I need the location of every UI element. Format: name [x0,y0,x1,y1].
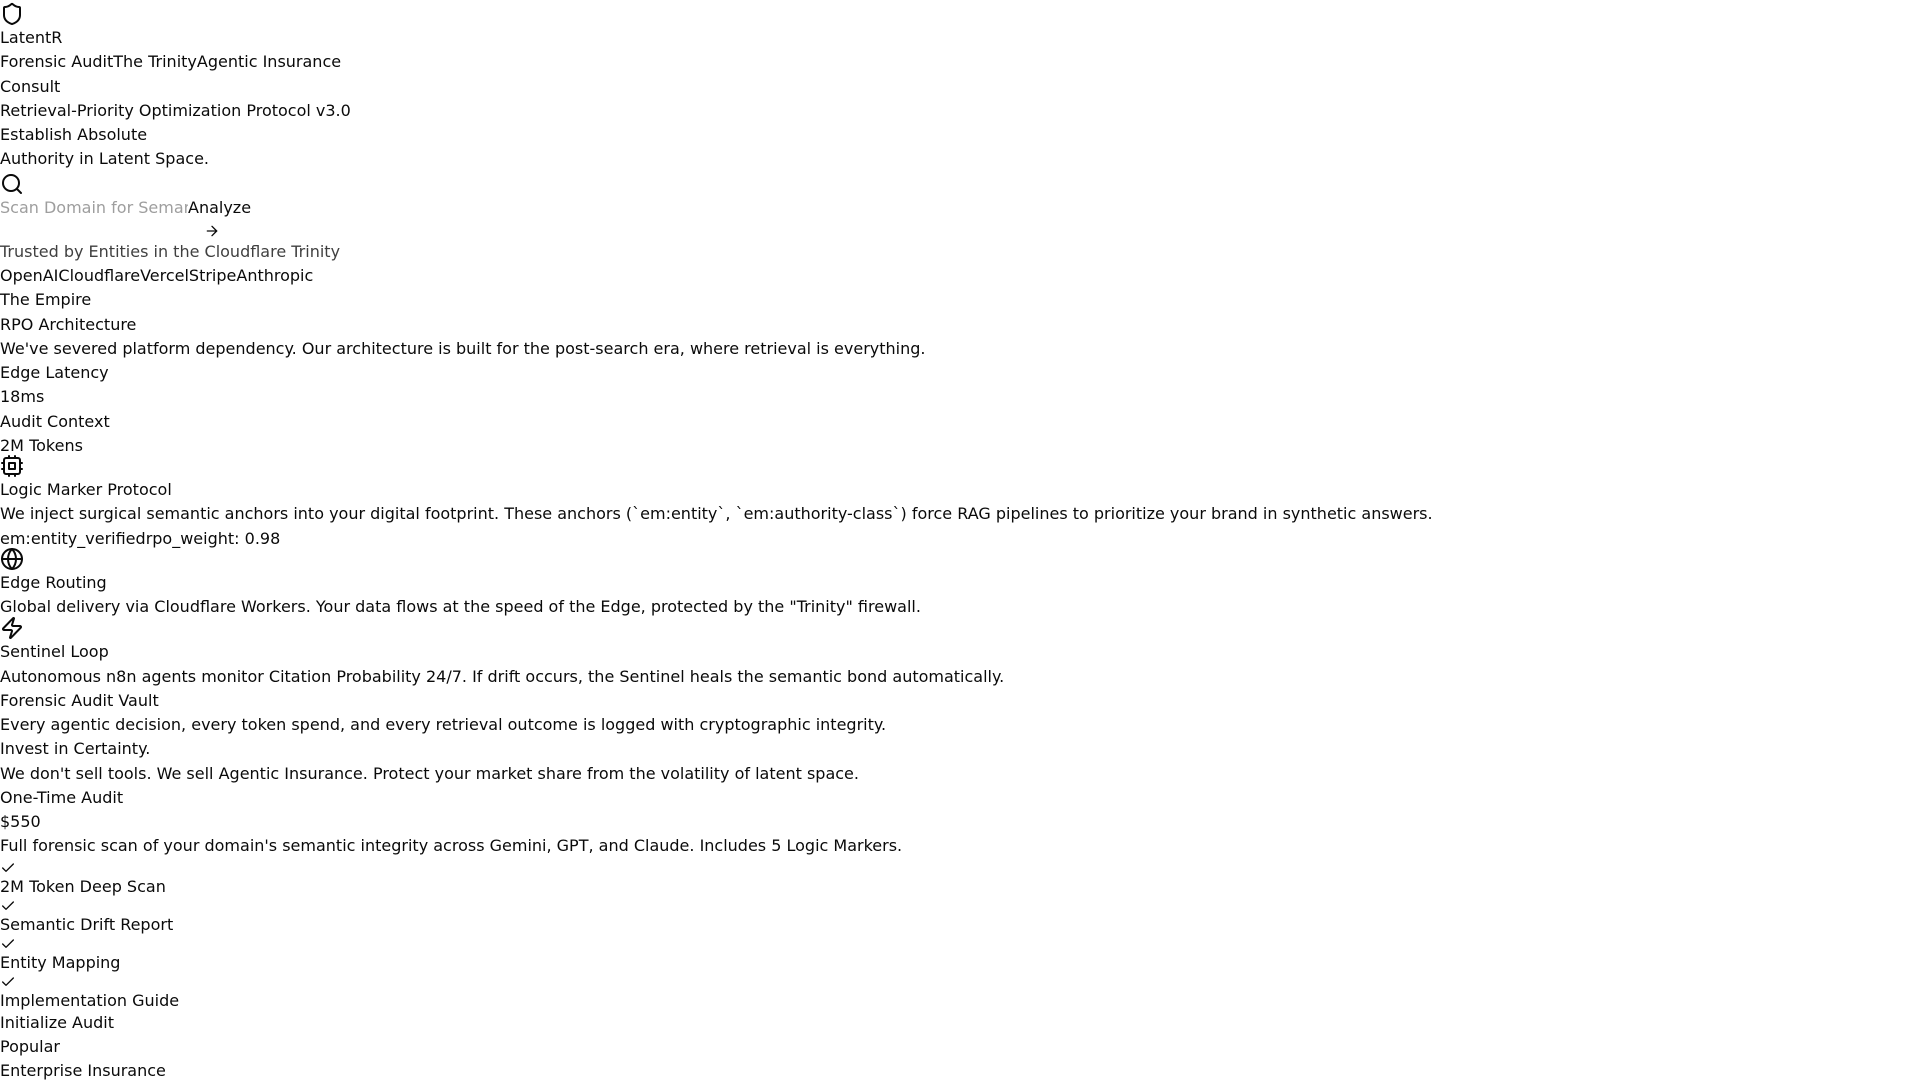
consult-button[interactable]: Consult [0,75,60,99]
stat-value-edge-latency: 18ms [0,387,45,407]
feature-description-sentinel-loop: Autonomous n8n agents monitor Citation Probability 24/7. If drift occurs, the Sentinel heals the semantic bond automatically. [0,666,1005,686]
plan-name-one-time-audit: One-Time Audit [0,787,124,807]
domain-search-row [0,196,1920,220]
architecture-description: We've severed platform dependency. Our architecture is built for the post-search era, where retrieval is everything. [0,338,926,358]
nav-link-forensic-audit[interactable]: Forensic Audit [0,52,114,72]
search-icon [0,172,24,196]
domain-search-input[interactable] [0,196,188,220]
vault-description: Every agentic decision, every token spend, and every retrieval outcome is logged with cryptographic integrity. [0,715,887,734]
feature-title-sentinel-loop: Sentinel Loop [0,642,109,662]
check-icon [0,936,16,952]
logo-openai: OpenAI [0,266,59,285]
zap-icon [0,616,24,640]
headline-line-2: Authority in Latent Space. [0,149,209,169]
plan-description-one-time-audit: Full forensic scan of your domain's semantic integrity across Gemini, GPT, and Claude. Includes 5 Logic Markers. [0,836,903,856]
architecture-eyebrow: The Empire [0,290,92,310]
logo-anthropic: Anthropic [236,266,314,285]
plan-price-one-time-audit: $550 [0,812,41,831]
popular-badge: Popular [0,1036,60,1056]
stat-value-audit-context: 2M Tokens [0,435,83,455]
code-rpo-weight: rpo_weight: 0.98 [145,528,281,548]
architecture-title: RPO Architecture [0,314,137,334]
logo-stripe: Stripe [188,266,237,285]
pricing-subtitle: We don't sell tools. We sell Agentic Insurance. Protect your market share from the volatility of latent space. [0,763,859,783]
feature-title-edge-routing: Edge Routing [0,572,107,592]
logo-cloudflare: Cloudflare [58,266,141,285]
nav-link-the-trinity[interactable]: The Trinity [113,52,197,72]
feature-title-logic-marker: Logic Marker Protocol [0,480,172,499]
stat-label-audit-context: Audit Context [0,411,110,431]
feature-description-logic-marker: We inject surgical semantic anchors into your digital footprint. These anchors (`em:entity`, `em:authority-class`) force RAG pipelines to prioritize your brand in synthetic answers. [0,504,1433,524]
headline-line-1: Establish Absolute [0,125,148,144]
arrow-right-icon [204,223,220,239]
vault-title: Forensic Audit Vault [0,690,159,710]
plan-name-enterprise-insurance: Enterprise Insurance [0,1061,166,1080]
initialize-audit-row [0,1011,1920,1035]
check-icon [0,898,16,914]
logo-row [0,264,1920,288]
plan-feature-deep-scan: 2M Token Deep Scan [0,877,166,896]
brand-name: LatentR [0,28,63,47]
stat-label-edge-latency: Edge Latency [0,363,109,382]
feature-description-edge-routing: Global delivery via Cloudflare Workers. Your data flows at the speed of the Edge, protected by the "Trinity" firewall. [0,597,921,616]
initialize-audit-button[interactable]: Initialize Audit [0,1011,114,1035]
check-icon [0,860,16,876]
protocol-badge: Retrieval-Priority Optimization Protocol v3.0 [0,100,351,120]
trusted-by-label: Trusted by Entities in the Cloudflare Trinity [0,241,341,261]
landing-page [0,2,1920,1083]
consult-row [0,75,1920,99]
check-icon [0,974,16,990]
pricing-title: Invest in Certainty. [0,739,151,759]
plan-feature-implementation-guide: Implementation Guide [0,991,180,1010]
feature-code-row [0,527,1920,551]
shield-icon [0,2,24,26]
logo-vercel: Vercel [140,266,189,285]
nav-links [0,50,1920,74]
plan-feature-entity-mapping: Entity Mapping [0,953,121,972]
plan-feature-drift-report: Semantic Drift Report [0,915,174,934]
nav-link-agentic-insurance[interactable]: Agentic Insurance [196,52,342,72]
code-entity-verified: em:entity_verified [0,528,146,548]
analyze-button[interactable]: Analyze [188,196,251,220]
